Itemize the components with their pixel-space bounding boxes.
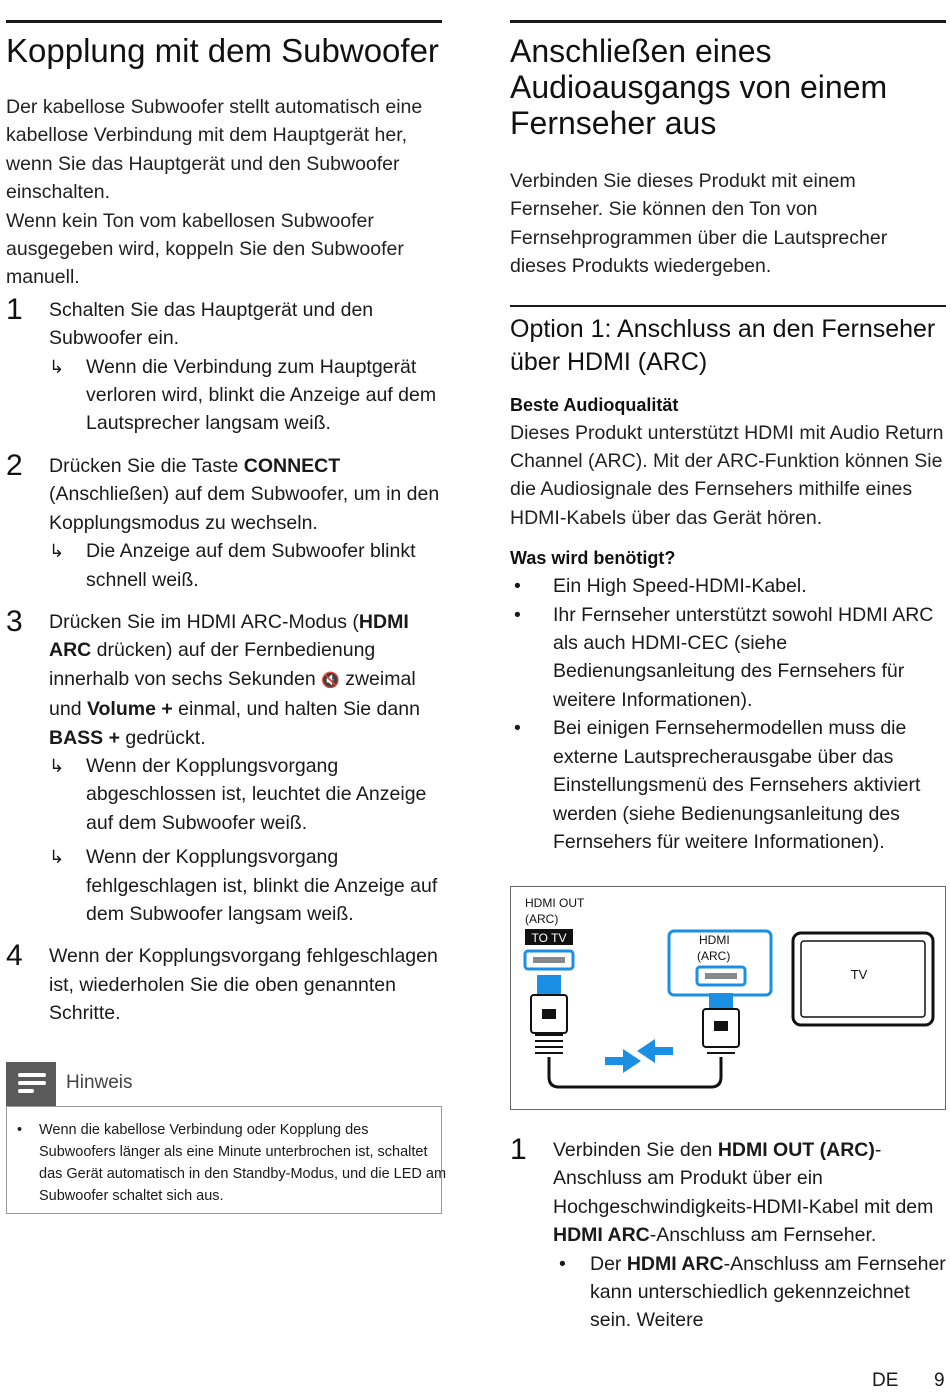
plug-mark-left xyxy=(542,1009,556,1019)
intro-paragraph: Verbinden Sie dieses Produkt mit einem Fernseher. Sie können den Ton von Fernsehprogrammen über die Lautsprecher dieses Produkts wiedergeben. xyxy=(510,170,888,278)
footer-language: DE xyxy=(872,1370,899,1391)
step-3 xyxy=(6,604,442,928)
step-text: drücken) auf der Fernbedienung innerhalb von sechs Sekunden xyxy=(49,639,376,690)
needs-item xyxy=(510,601,946,715)
step-result xyxy=(49,353,442,438)
note-text: Wenn die kabellose Verbindung oder Kopplung des Subwoofers länger als eine Minute unterbrochen ist, schaltet das Gerät automatisch in den Standby-Modus, und die LED am Subwoofer schaltet sich aus. xyxy=(39,1122,447,1204)
section-rule xyxy=(510,20,946,23)
step-text: Schalten Sie das Hauptgerät und den Subwoofer ein. xyxy=(49,298,374,350)
hdmi-out-label: HDMI OUT xyxy=(525,896,585,910)
note-box xyxy=(6,1106,447,1214)
bullet: • xyxy=(17,1122,23,1138)
mute-icon: 🔇 xyxy=(321,671,340,689)
hdmi-arc-bold: HDMI ARC xyxy=(553,1224,650,1247)
section-rule xyxy=(6,20,442,23)
quality-text: Dieses Produkt unterstützt HDMI mit Audio Return Channel (ARC). Mit der ARC-Funktion können Sie die Audiosignale des Fernsehers mithilfe eines HDMI-Kabels über das Gerät hören. xyxy=(510,421,944,529)
step-text: Drücken Sie im HDMI ARC-Modus ( xyxy=(49,610,359,633)
plug-grip-right xyxy=(707,1047,735,1053)
bullet: • xyxy=(514,575,521,598)
step-text: einmal, und halten Sie dann xyxy=(172,698,420,721)
step-text: Wenn der Kopplungsvorgang fehlgeschlagen ist, wiederholen Sie die oben genannten Schritte. xyxy=(49,945,438,1025)
port-pins xyxy=(533,957,565,963)
step-text: -Anschluss am Produkt über ein Hochgeschwindigkeits-HDMI-Kabel mit dem xyxy=(553,1139,934,1218)
hdmi-in-arc-label: (ARC) xyxy=(697,949,731,963)
diagram-svg xyxy=(511,887,945,1109)
arrow-icon: ↳ xyxy=(49,356,65,377)
page-number: 9 xyxy=(934,1370,945,1391)
step-text: gedrückt. xyxy=(119,726,206,749)
bullet: • xyxy=(514,603,521,626)
right-column xyxy=(510,20,946,856)
arrow-left-icon xyxy=(637,1039,673,1063)
note-header xyxy=(6,1062,442,1106)
step-number: 1 xyxy=(6,292,23,326)
bullet: • xyxy=(514,717,521,740)
plug-tip-left xyxy=(537,975,561,995)
tv-label: TV xyxy=(850,967,868,982)
plug-mark-right xyxy=(714,1021,728,1031)
quality-heading: Beste Audioqualität xyxy=(510,394,679,415)
connect-label: CONNECT xyxy=(243,454,341,477)
hdmi-in-label: HDMI xyxy=(699,933,730,947)
step-text: (Anschließen) auf dem Subwoofer, um in den Kopplungsmodus zu wechseln. xyxy=(49,483,440,534)
connection-steps xyxy=(510,1132,946,1335)
needs-item xyxy=(510,572,946,600)
intro-paragraph-2: Wenn kein Ton vom kabellosen Subwoofer ausgegeben wird, koppeln Sie den Subwoofer manuell. xyxy=(6,209,404,289)
needs-heading: Was wird benötigt? xyxy=(510,548,676,569)
step-1 xyxy=(6,292,442,438)
subsection-rule xyxy=(510,305,946,307)
totv-text: TO TV xyxy=(531,931,567,945)
bass-label: BASS + xyxy=(49,726,120,749)
result-text: Wenn der Kopplungsvorgang abgeschlossen ist, leuchtet die Anzeige auf dem Subwoofer weiß. xyxy=(86,754,427,834)
option-title: Option 1: Anschluss an den Fernseher über HDMI (ARC) xyxy=(510,314,936,376)
arrow-icon: ↳ xyxy=(49,755,65,776)
step-result xyxy=(49,752,442,837)
note-item xyxy=(17,1119,449,1207)
arrow-right-icon xyxy=(605,1049,641,1073)
hdmi-arc-label: HDMI ARC xyxy=(49,610,409,662)
note-title: Hinweis xyxy=(66,1072,133,1093)
arrow-icon: ↳ xyxy=(49,541,65,562)
hdmi-out-arc-label: (ARC) xyxy=(525,912,559,926)
intro-paragraph: Der kabellose Subwoofer stellt automatisch eine kabellose Verbindung mit dem Hauptgerät her, wenn Sie das Hauptgerät und den Subwoofer einschalten. xyxy=(6,96,423,204)
section-title: Kopplung mit dem Subwoofer xyxy=(6,32,439,69)
step-result xyxy=(49,843,442,928)
arrow-icon: ↳ xyxy=(49,847,65,868)
needs-item xyxy=(510,714,946,856)
result-text: Wenn der Kopplungsvorgang fehlgeschlagen ist, blinkt die Anzeige auf dem Subwoofer langsam weiß. xyxy=(86,846,438,925)
needs-text: Ihr Fernseher unterstützt sowohl HDMI ARC als auch HDMI-CEC (siehe Bedienungsanleitung des Fernsehers für weitere Informationen). xyxy=(553,603,934,711)
step-number: 2 xyxy=(6,448,23,482)
left-column xyxy=(6,20,442,1028)
step-subitem xyxy=(553,1250,946,1335)
port-pins xyxy=(705,973,737,979)
bullet: • xyxy=(559,1252,566,1275)
step-text: -Anschluss am Fernseher. xyxy=(649,1224,877,1247)
step-text: Drücken Sie die Taste xyxy=(49,454,244,477)
step-number: 4 xyxy=(6,939,23,973)
note-icon xyxy=(6,1062,56,1106)
connection-diagram xyxy=(510,886,946,1110)
hdmi-out-bold: HDMI OUT (ARC) xyxy=(717,1139,875,1161)
needs-text: Ein High Speed-HDMI-Kabel. xyxy=(553,575,807,598)
section-title: Anschließen eines Audioausgangs von einem Fernseher aus xyxy=(510,33,888,141)
volume-label: Volume + xyxy=(86,698,173,721)
sub-text: Der xyxy=(590,1252,627,1275)
result-text: Wenn die Verbindung zum Hauptgerät verloren wird, blinkt die Anzeige auf dem Lautsprecher langsam weiß. xyxy=(86,355,437,435)
hdmi-arc-bold: HDMI ARC xyxy=(626,1252,724,1275)
sub-text: -Anschluss am Fernseher kann unterschiedlich gekennzeichnet sein. Weitere xyxy=(590,1252,946,1332)
connection-step-1 xyxy=(510,1133,946,1335)
step-number: 3 xyxy=(6,604,23,638)
needs-text: Bei einigen Fernsehermodellen muss die externe Lautsprecherausgabe über das Einstellungsmenü des Fernsehers aktiviert werden (siehe Bedienungsanleitung des Fernsehers für weitere Informationen). xyxy=(553,717,921,853)
step-4 xyxy=(6,939,442,1027)
plug-grip-left xyxy=(535,1035,563,1053)
step-result xyxy=(49,537,442,594)
step-text: zweimal und xyxy=(49,667,416,721)
step-number: 1 xyxy=(510,1133,527,1166)
step-text: Verbinden Sie den xyxy=(553,1139,718,1161)
result-text: Die Anzeige auf dem Subwoofer blinkt schnell weiß. xyxy=(86,540,416,591)
plug-tip-right xyxy=(709,993,733,1009)
step-2 xyxy=(6,448,442,594)
